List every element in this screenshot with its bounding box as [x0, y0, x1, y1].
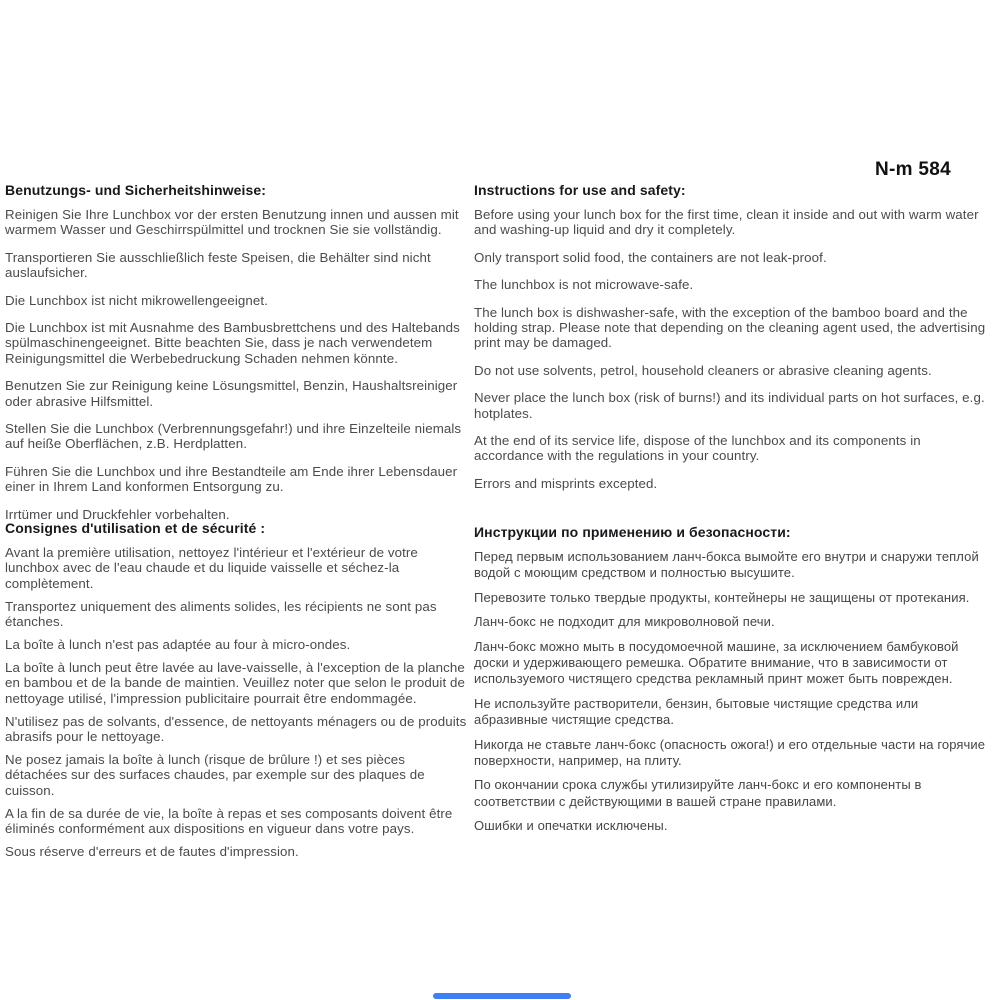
scrollbar-thumb[interactable] — [433, 993, 571, 999]
section-russian — [474, 524, 990, 843]
instruction-paragraph: Before using your lunch box for the first time, clean it inside and out with warm water and washing-up liquid and dry it completely. — [474, 207, 979, 238]
instruction-paragraph: Sous réserve d'erreurs et de fautes d'impression. — [5, 844, 299, 859]
section-french — [5, 520, 469, 867]
instruction-paragraph: A la fin de sa durée de vie, la boîte à repas et ses composants doivent être éliminés conformément aux dispositions en vigueur dans votre pays. — [5, 805, 453, 837]
instruction-paragraph: Transportieren Sie ausschließlich feste Speisen, die Behälter sind nicht auslaufsicher. — [5, 249, 431, 281]
instruction-paragraph: Перевозите только твердые продукты, контейнеры не защищены от протекания. — [474, 589, 970, 605]
section-english — [474, 182, 992, 503]
section-heading-russian: Инструкции по применению и безопасности: — [474, 524, 791, 540]
instruction-paragraph: Benutzen Sie zur Reinigung keine Lösungsmittel, Benzin, Haushaltsreiniger oder abrasive Hilfsmittel. — [5, 378, 458, 409]
instruction-paragraph: Die Lunchbox ist mit Ausnahme des Bambusbrettchens und des Haltebands spülmaschinengeeignet. Bitte beachten Sie, dass je nach verwendetem Reinigungsmittel die Werbebedruckung Schaden nehmen könnte. — [5, 320, 460, 366]
section-german — [5, 182, 469, 534]
model-number: N-m 584 — [875, 159, 952, 180]
instruction-paragraph: Ошибки и опечатки исключены. — [474, 818, 668, 834]
instruction-paragraph: Stellen Sie die Lunchbox (Verbrennungsgefahr!) und ihre Einzelteile niemals auf heiße Oberflächen, z.B. Herdplatten. — [5, 421, 462, 452]
instruction-paragraph: Ланч-бокс не подходит для микроволновой печи. — [474, 614, 775, 630]
instruction-paragraph: Never place the lunch box (risk of burns!) and its individual parts on hot surfaces, e.g. hotplates. — [474, 390, 985, 421]
instruction-paragraph: Transportez uniquement des aliments solides, les récipients ne sont pas étanches. — [5, 598, 437, 630]
instruction-paragraph: Do not use solvents, petrol, household cleaners or abrasive cleaning agents. — [474, 362, 932, 378]
instruction-paragraph: Ланч-бокс можно мыть в посудомоечной машине, за исключением бамбуковой доски и удерживающего ремешка. Обратите внимание, что в зависимости от используемого чистящего средства рекламный принт может быть поврежден. — [474, 638, 959, 687]
instruction-paragraph: At the end of its service life, dispose of the lunchbox and its components in accordance with the regulations in your country. — [474, 433, 921, 464]
instruction-paragraph: Only transport solid food, the containers are not leak-proof. — [474, 249, 827, 265]
instruction-paragraph: Avant la première utilisation, nettoyez l'intérieur et l'extérieur de votre lunchbox avec de l'eau chaude et du liquide vaisselle et séchez-la complètement. — [5, 545, 418, 591]
instruction-paragraph: Führen Sie die Lunchbox und ihre Bestandteile am Ende ihrer Lebensdauer einer in Ihrem Land konformen Entsorgung zu. — [5, 463, 458, 495]
instruction-paragraph: Не используйте растворители, бензин, бытовые чистящие средства или абразивные чистящие средства. — [474, 695, 919, 728]
section-heading-english: Instructions for use and safety: — [474, 182, 686, 198]
instruction-paragraph: Ne posez jamais la boîte à lunch (risque de brûlure !) et ses pièces détachées sur des surfaces chaudes, par exemple sur des plaques de cuisson. — [5, 751, 425, 798]
instruction-paragraph: La boîte à lunch peut être lavée au lave-vaisselle, à l'exception de la planche en bambou et de la bande de maintien. Veuillez noter que selon le produit de nettoyage utilisé, l'impression publicitaire pourrait être endommagée. — [5, 659, 466, 706]
instruction-paragraph: Reinigen Sie Ihre Lunchbox vor der ersten Benutzung innen und aussen mit warmem Wasser und Geschirrspülmittel und trocknen Sie sie vollständig. — [5, 207, 459, 238]
instruction-paragraph: The lunchbox is not microwave-safe. — [474, 277, 694, 293]
instruction-paragraph: По окончании срока службы утилизируйте ланч-бокс и его компоненты в соответствии с действующими в вашей стране правилами. — [474, 777, 922, 809]
section-heading-german: Benutzungs- und Sicherheitshinweise: — [5, 182, 267, 198]
instruction-paragraph: Irrtümer und Druckfehler vorbehalten. — [5, 506, 230, 522]
section-heading-french: Consignes d'utilisation et de sécurité : — [5, 520, 266, 536]
instruction-paragraph: Никогда не ставьте ланч-бокс (опасность ожога!) и его отдельные части на горячие поверхности, например, на плиту. — [474, 736, 986, 769]
instruction-paragraph: Перед первым использованием ланч-бокса вымойте его внутри и снаружи теплой водой с моющим средством и полностью высушите. — [474, 549, 979, 581]
instruction-paragraph: N'utilisez pas de solvants, d'essence, de nettoyants ménagers ou de produits abrasifs pour le nettoyage. — [5, 713, 467, 745]
instruction-paragraph: Die Lunchbox ist nicht mikrowellengeeignet. — [5, 292, 268, 308]
instruction-paragraph: The lunch box is dishwasher-safe, with the exception of the bamboo board and the holding strap. Please note that depending on the cleaning agent used, the advertising print may be damaged. — [474, 304, 986, 351]
instruction-paragraph: Errors and misprints excepted. — [474, 475, 658, 491]
instruction-paragraph: La boîte à lunch n'est pas adaptée au four à micro-ondes. — [5, 637, 351, 653]
